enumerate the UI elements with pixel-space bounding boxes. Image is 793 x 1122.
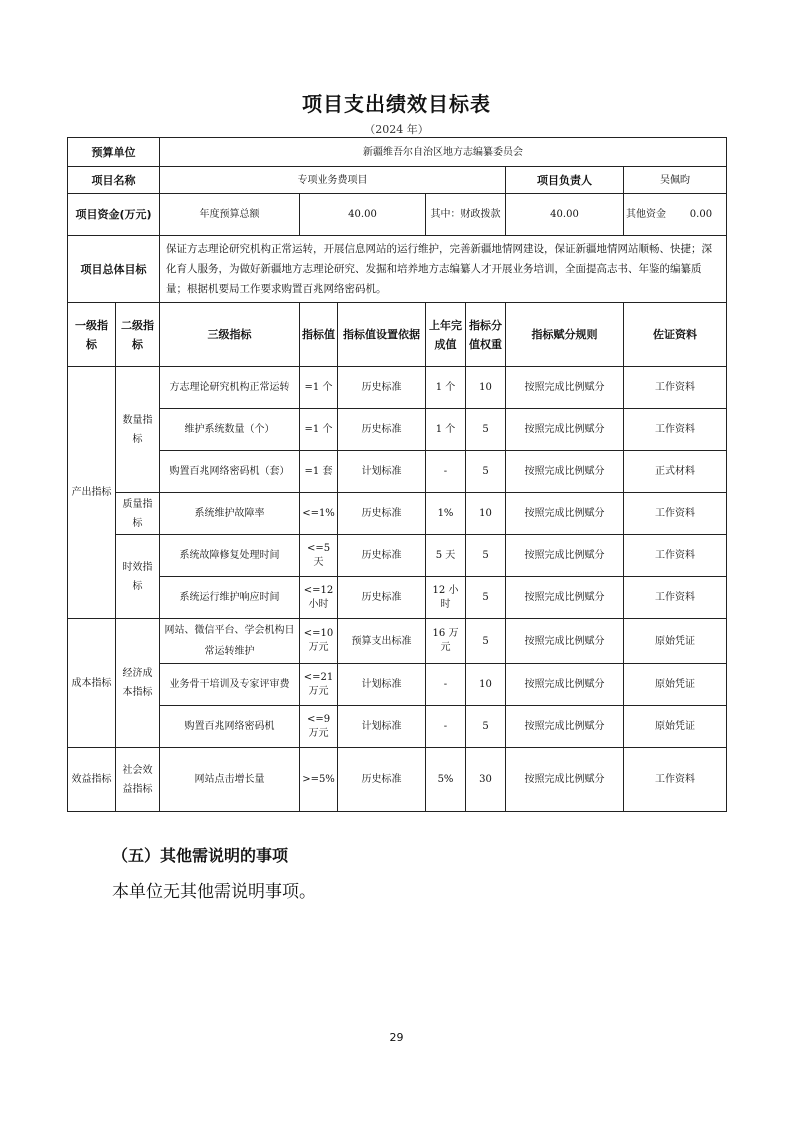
- row-previous: 5 天: [426, 535, 466, 577]
- row-rule: 按照完成比例赋分: [506, 706, 624, 748]
- group-quality: 质量指标: [116, 493, 160, 535]
- other-funds-value: 0.00: [689, 209, 713, 220]
- row-value: <=12 小时: [300, 577, 338, 619]
- row-name: 网站、微信平台、学会机构日常运转维护: [160, 619, 300, 664]
- row-value: >=5%: [300, 748, 338, 812]
- row-name: 购置百兆网络密码机: [160, 706, 300, 748]
- row-name: 系统故障修复处理时间: [160, 535, 300, 577]
- table-row: [68, 619, 727, 664]
- project-leader-value: 吴佩昀: [624, 167, 727, 194]
- table-row: [68, 535, 727, 577]
- annual-budget-value: 40.00: [300, 194, 426, 236]
- row-weight: 10: [466, 367, 506, 409]
- table-row: [68, 577, 727, 619]
- row-previous: 1 个: [426, 409, 466, 451]
- page-title: 项目支出绩效目标表: [302, 92, 491, 116]
- row-previous: 5%: [426, 748, 466, 812]
- row-rule: 按照完成比例赋分: [506, 664, 624, 706]
- row-rule: 按照完成比例赋分: [506, 577, 624, 619]
- other-funds-label: [624, 194, 727, 236]
- row-basis: 计划标准: [338, 451, 426, 493]
- row-previous: 16 万元: [426, 619, 466, 664]
- project-leader-label: 项目负责人: [506, 167, 624, 194]
- row-evidence: 工作资料: [624, 409, 727, 451]
- row-weight: 10: [466, 664, 506, 706]
- year-label: （2024 年）: [364, 123, 429, 136]
- row-evidence: 原始凭证: [624, 619, 727, 664]
- row-name: 方志理论研究机构正常运转: [160, 367, 300, 409]
- row-name: 业务骨干培训及专家评审费: [160, 664, 300, 706]
- row-value: <=21 万元: [300, 664, 338, 706]
- header-previous: 上年完成值: [426, 303, 466, 367]
- group-output: 产出指标: [68, 367, 116, 619]
- project-name-row: [68, 167, 727, 194]
- row-rule: 按照完成比例赋分: [506, 451, 624, 493]
- row-name: 系统维护故障率: [160, 493, 300, 535]
- row-value: =1 个: [300, 409, 338, 451]
- row-basis: 历史标准: [338, 577, 426, 619]
- header-basis: 指标值设置依据: [338, 303, 426, 367]
- row-basis: 历史标准: [338, 748, 426, 812]
- row-rule: 按照完成比例赋分: [506, 367, 624, 409]
- row-previous: 1 个: [426, 367, 466, 409]
- row-basis: 历史标准: [338, 409, 426, 451]
- row-previous: -: [426, 451, 466, 493]
- row-rule: 按照完成比例赋分: [506, 409, 624, 451]
- row-evidence: 工作资料: [624, 535, 727, 577]
- section-heading: （五）其他需说明的事项: [112, 846, 289, 865]
- row-name: 维护系统数量（个）: [160, 409, 300, 451]
- group-economic: 经济成本指标: [116, 619, 160, 748]
- group-social: 社会效益指标: [116, 748, 160, 812]
- overall-goal-row: [68, 236, 727, 303]
- row-weight: 5: [466, 535, 506, 577]
- row-previous: 12 小时: [426, 577, 466, 619]
- overall-goal-label: 项目总体目标: [68, 236, 160, 303]
- group-timeliness: 时效指标: [116, 535, 160, 619]
- project-funds-row: [68, 194, 727, 236]
- group-benefit: 效益指标: [68, 748, 116, 812]
- overall-goal-text: 保证方志理论研究机构正常运转，开展信息网站的运行维护，完善新疆地情网建设，保证新疆地情网站顺畅、快捷；深化育人服务，为做好新疆地方志理论研究、发掘和培养地方志编纂人才开展业务培训，全面提高志书、年鉴的编纂质量；根据机要局工作要求购置百兆网络密码机。: [160, 236, 727, 303]
- table-row: [68, 748, 727, 812]
- row-previous: -: [426, 706, 466, 748]
- row-basis: 历史标准: [338, 367, 426, 409]
- row-basis: 预算支出标准: [338, 619, 426, 664]
- row-evidence: 工作资料: [624, 493, 727, 535]
- group-cost: 成本指标: [68, 619, 116, 748]
- header-level2: 二级指标: [116, 303, 160, 367]
- row-weight: 5: [466, 409, 506, 451]
- fiscal-allocation-value: 40.00: [506, 194, 624, 236]
- section-text: 本单位无其他需说明事项。: [112, 882, 316, 902]
- row-value: <=9 万元: [300, 706, 338, 748]
- row-rule: 按照完成比例赋分: [506, 493, 624, 535]
- header-weight: 指标分值权重: [466, 303, 506, 367]
- row-value: =1 个: [300, 367, 338, 409]
- row-name: 购置百兆网络密码机（套）: [160, 451, 300, 493]
- row-evidence: 工作资料: [624, 748, 727, 812]
- row-value: <=10 万元: [300, 619, 338, 664]
- header-rule: 指标赋分规则: [506, 303, 624, 367]
- row-basis: 历史标准: [338, 493, 426, 535]
- budget-unit-value: 新疆维吾尔自治区地方志编纂委员会: [160, 138, 727, 167]
- row-rule: 按照完成比例赋分: [506, 535, 624, 577]
- project-name-value: 专项业务费项目: [160, 167, 506, 194]
- table-row: [68, 493, 727, 535]
- page-number: 29: [389, 1031, 404, 1044]
- group-quantity: 数量指标: [116, 367, 160, 493]
- table-row: [68, 409, 727, 451]
- row-basis: 计划标准: [338, 706, 426, 748]
- row-weight: 5: [466, 451, 506, 493]
- row-rule: 按照完成比例赋分: [506, 619, 624, 664]
- header-level1: 一级指标: [68, 303, 116, 367]
- budget-unit-row: [68, 138, 727, 167]
- row-weight: 5: [466, 706, 506, 748]
- header-level3: 三级指标: [160, 303, 300, 367]
- row-name: 网站点击增长量: [160, 748, 300, 812]
- row-rule: 按照完成比例赋分: [506, 748, 624, 812]
- row-value: <=1%: [300, 493, 338, 535]
- row-weight: 5: [466, 619, 506, 664]
- table-row: [68, 664, 727, 706]
- header-value: 指标值: [300, 303, 338, 367]
- row-weight: 10: [466, 493, 506, 535]
- table-row: [68, 706, 727, 748]
- row-evidence: 正式材料: [624, 451, 727, 493]
- table-row: [68, 451, 727, 493]
- table-row: [68, 367, 727, 409]
- fiscal-allocation-label: 其中：财政拨款: [426, 194, 506, 236]
- row-basis: 计划标准: [338, 664, 426, 706]
- row-weight: 5: [466, 577, 506, 619]
- project-name-label: 项目名称: [68, 167, 160, 194]
- row-value: <=5 天: [300, 535, 338, 577]
- row-previous: -: [426, 664, 466, 706]
- project-funds-label: 项目资金(万元): [68, 194, 160, 236]
- row-value: =1 套: [300, 451, 338, 493]
- row-evidence: 工作资料: [624, 367, 727, 409]
- row-evidence: 工作资料: [624, 577, 727, 619]
- row-evidence: 原始凭证: [624, 664, 727, 706]
- row-weight: 30: [466, 748, 506, 812]
- other-funds-text: 其他资金: [626, 209, 666, 220]
- row-basis: 历史标准: [338, 535, 426, 577]
- performance-table: [67, 137, 727, 812]
- header-evidence: 佐证资料: [624, 303, 727, 367]
- budget-unit-label: 预算单位: [68, 138, 160, 167]
- indicator-header-row: [68, 303, 727, 367]
- row-previous: 1%: [426, 493, 466, 535]
- annual-budget-label: 年度预算总额: [160, 194, 300, 236]
- row-name: 系统运行维护响应时间: [160, 577, 300, 619]
- row-evidence: 原始凭证: [624, 706, 727, 748]
